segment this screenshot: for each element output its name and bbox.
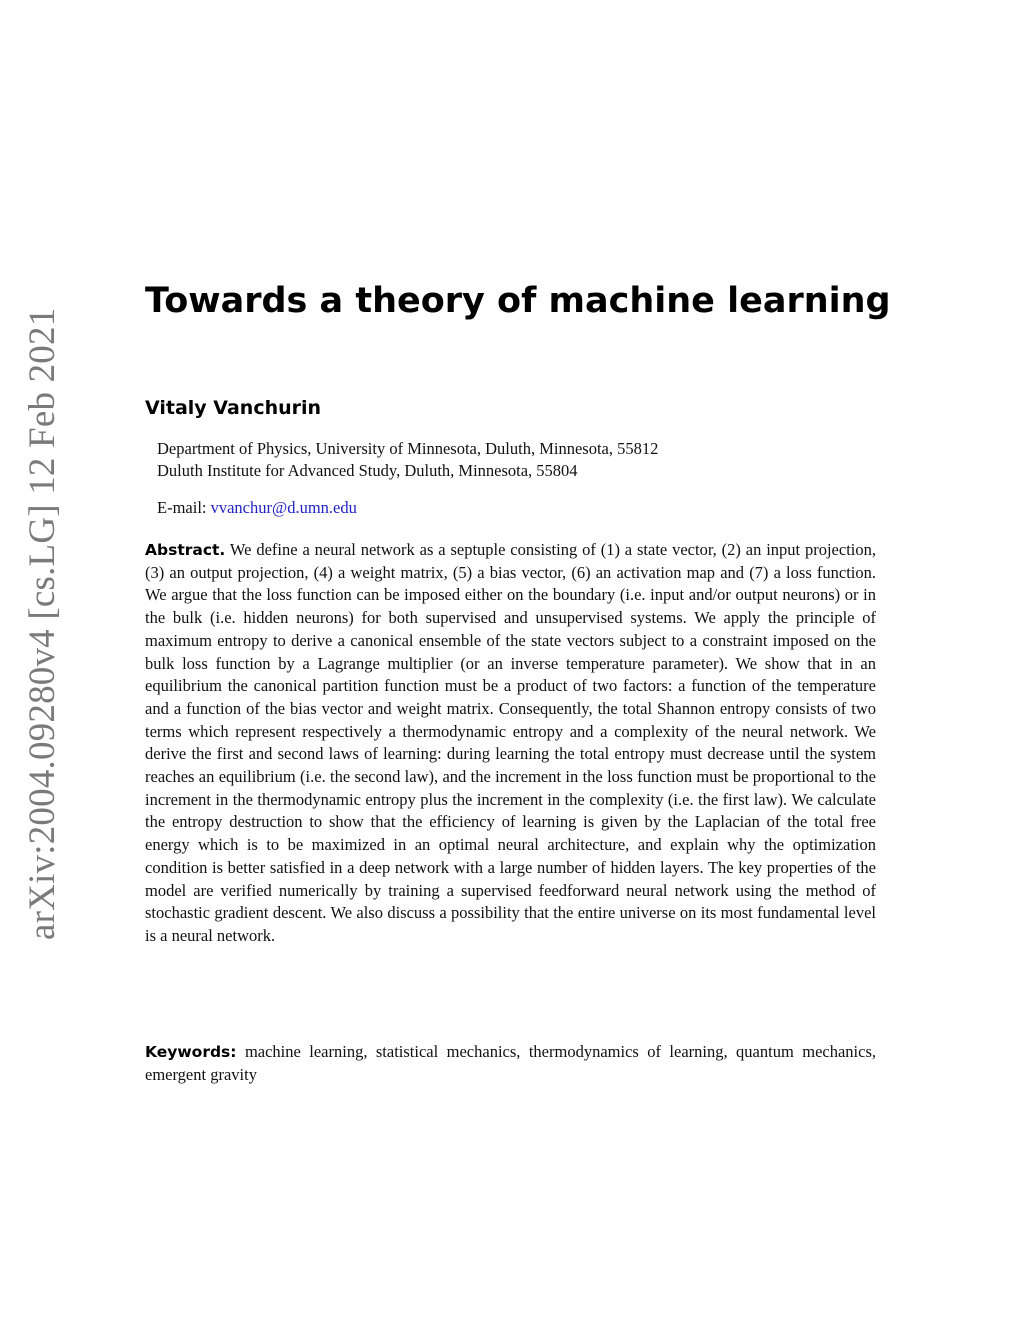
abstract-label: Abstract. bbox=[145, 541, 226, 559]
author-name: Vitaly Vanchurin bbox=[145, 397, 322, 419]
keywords bbox=[145, 1041, 876, 1086]
keywords-text: machine learning, statistical mechanics, thermodynamics of learning, quantum mechanics, emergent gravity bbox=[145, 1042, 876, 1084]
paper-title: Towards a theory of machine learning bbox=[145, 281, 891, 321]
email-line bbox=[157, 497, 357, 519]
affiliation-line: Duluth Institute for Advanced Study, Duluth, Minnesota, 55804 bbox=[157, 461, 578, 480]
affiliation-line: Department of Physics, University of Minnesota, Duluth, Minnesota, 55812 bbox=[157, 439, 659, 458]
email-link[interactable]: vvanchur@d.umn.edu bbox=[210, 498, 357, 517]
abstract bbox=[145, 539, 876, 948]
keywords-label: Keywords: bbox=[145, 1043, 237, 1061]
abstract-text: We define a neural network as a septuple consisting of (1) a state vector, (2) an input projection, (3) an output projection, (4) a weight matrix, (5) a bias vector, (6) an activation map and (7) a loss function. We argue that the loss function can be imposed either on the boundary (i.e. input and/or output neurons) or in the bulk (i.e. hidden neurons) for both supervised and unsupervised systems. We apply the principle of maximum entropy to derive a canonical ensemble of the state vectors subject to a constraint imposed on the bulk loss function by a Lagrange multiplier (or an inverse temperature parameter). We show that in an equilibrium the canonical partition function must be a product of two factors: a function of the temperature and a function of the bias vector and weight matrix. Consequently, the total Shannon entropy consists of two terms which represent respectively a thermodynamic entropy and a complexity of the neural network. We derive the first and second laws of learning: during learning the total entropy must decrease until the system reaches an equilibrium (i.e. the second law), and the increment in the loss function must be proportional to the increment in the thermodynamic entropy plus the increment in the complexity (i.e. the first law). We calculate the entropy destruction to show that the efficiency of learning is given by the Laplacian of the total free energy which is to be maximized in an optimal neural architecture, and explain why the optimization condition is better satisfied in a deep network with a large number of hidden layers. The key properties of the model are verified numerically by training a supervised feedforward neural network using the method of stochastic gradient descent. We also discuss a possibility that the entire universe on its most fundamental level is a neural network. bbox=[145, 540, 876, 945]
arxiv-identifier: arXiv:2004.09280v4 [cs.LG] 12 Feb 2021 bbox=[22, 307, 63, 940]
email-label: E-mail: bbox=[157, 498, 207, 517]
